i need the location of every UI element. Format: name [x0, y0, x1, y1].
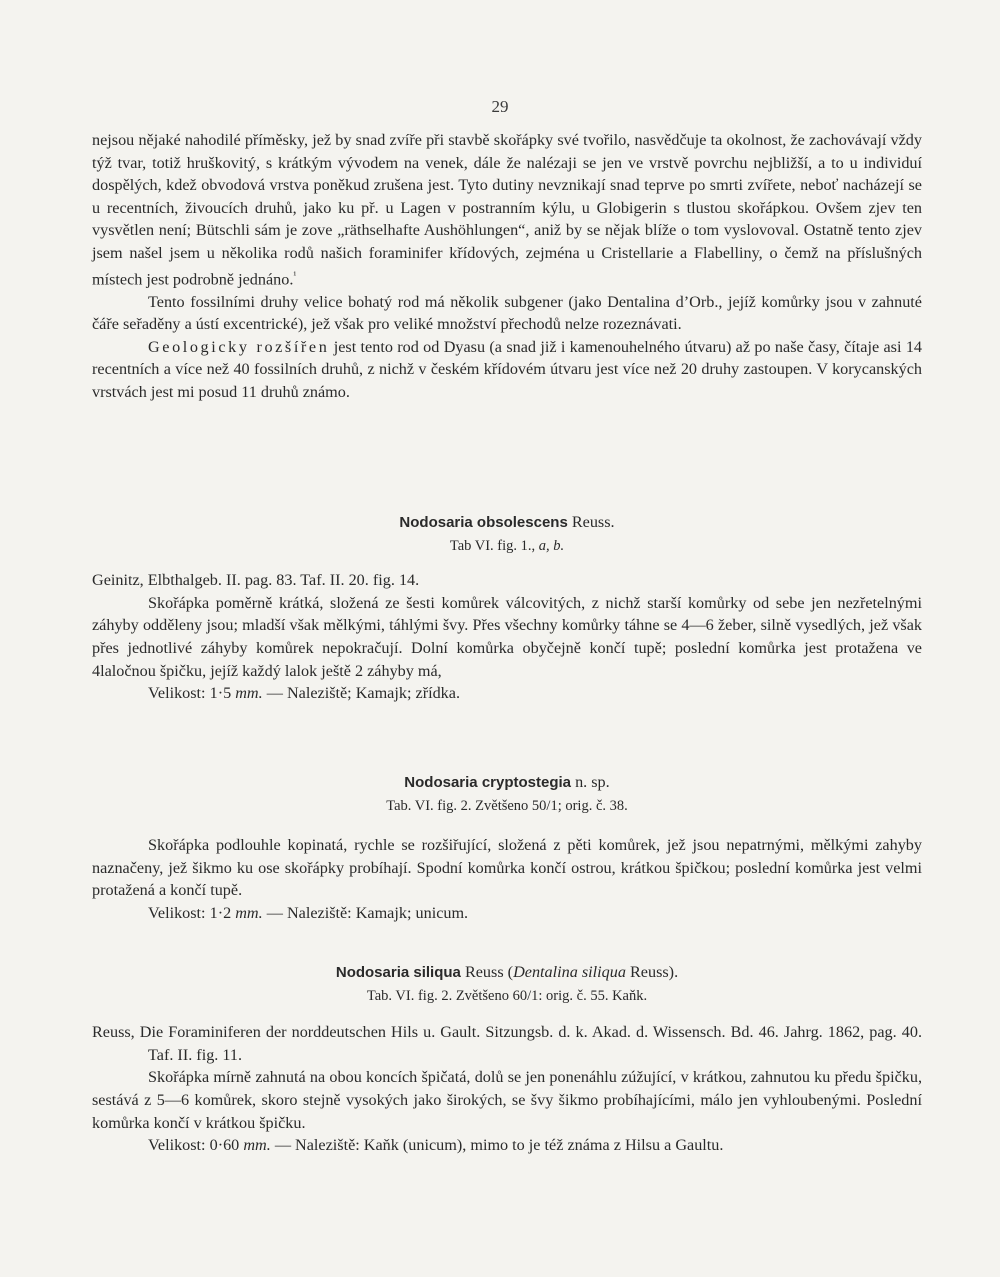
species-plate: Tab VI. fig. 1., a, b.	[449, 537, 565, 554]
species-obsolescens	[92, 511, 922, 705]
species-size: Velikost: 0·60 mm. — Naleziště: Kaňk (unicum), mimo to je též známa z Hilsu a Gaultu.	[148, 1136, 724, 1155]
species-description: Skořápka podlouhle kopinatá, rychle se rozšiřující, složená z pěti komůrek, jež jsou nepatrnými, mělkými zahyby naznačeny, jež šikmo ku ose skořápky probíhají. Spodní komůrka končí ostrou, krátkou špičkou; poslední komůrka jest velmi protažená a končí tupě.	[92, 836, 922, 900]
species-siliqua	[92, 961, 922, 1157]
page-number: 29	[491, 97, 509, 116]
species-heading: Nodosaria cryptostegia n. sp.	[404, 773, 610, 791]
species-description: Skořápka poměrně krátká, složená ze šesti komůrek válcovitých, z nichž starší komůrky od sebe jen nezřetelnými záhyby odděleny jsou; mladší však mělkými, táhlými švy. Přes všechny komůrky táhne se 4—6 žeber, silně vysedlých, jež však přes jednotlivé záhyby komůrek nepokračují. Dolní komůrka obyčejně končí tupě; poslední komůrka jest protažena ve 4laločnou špičku, jejíž každý lalok ještě 2 záhyby má,	[92, 593, 922, 680]
intro-block	[92, 129, 922, 404]
species-heading: Nodosaria obsolescens Reuss.	[399, 513, 615, 531]
species-reference: Geinitz, Elbthalgeb. II. pag. 83. Taf. II. 20. fig. 14.	[92, 571, 420, 590]
species-description: Skořápka mírně zahnutá na obou koncích špičatá, dolů se jen ponenáhlu zúžující, v krátkou, zahnutou ku předu špičku, sestává z 5—6 komůrek, skoro stejně vysokých jako širokých, se švy šikmo probíhajícími, málo jen vyhloubenými. Poslední komůrka končí v krátkou špičku.	[92, 1068, 922, 1132]
species-heading: Nodosaria siliqua Reuss (Dentalina siliqua Reuss).	[335, 963, 679, 981]
species-size: Velikost: 1·2 mm. — Naleziště: Kamajk; unicum.	[148, 903, 469, 922]
species-plate: Tab. VI. fig. 2. Zvětšeno 50/1; orig. č. 38.	[386, 797, 628, 814]
species-plate: Tab. VI. fig. 2. Zvětšeno 60/1: orig. č. 55. Kaňk.	[366, 987, 648, 1004]
footnote-mark: ¹	[293, 269, 297, 281]
intro-paragraph-1: nejsou nějaké nahodilé příměsky, jež by snad zvíře při stavbě skořápky své tvořilo, nasvědčuje ta okolnost, že zachovávají vždy týž tvar, totiž hruškovitý, s krátkým vývodem na venek, dále že nalézaji se jen ve vrstvě povrchu nejbližší, a to u individuí dospělých, kdež obvodová vrstva poněkud zrušena jest. Tyto dutiny nevznikají snad teprve po smrti zvířete, neboť nacházejí se u recentních, živoucích druhů, jako ku př. u Lagen v postranním kýlu, u Globigerin s tlustou skořápkou. Ovšem zjev ten vysvětlen není; Bütschli sám je zove „räthselhafte Aushöhlungen“, aniž by se nějak blíže o tom vyslovoval. Ostatně tento zjev jsem našel jsem u několika rodů našich foraminifer křídových, zejména u Cristellarie a Flabelliny, o čemž na příslušných místech jest podrobně jednáno.$^{^1}$	[92, 131, 922, 288]
intro-paragraph-2: Tento fossilními druhy velice bohatý rod má několik subgener (jako Dentalina d’Orb., jejíž komůrky jsou v zahnuté čáře seřaděny a ústí excentrické), jež však pro veliké množství přechodů nelze rozeznávati.	[92, 292, 922, 334]
species-size: Velikost: 1·5 mm. — Naleziště; Kamajk; zřídka.	[148, 684, 460, 703]
spaced-emphasis: Geologicky rozšířen	[148, 337, 330, 356]
species-cryptostegia	[92, 771, 922, 925]
intro-paragraph-3: Geologicky rozšířen jest tento rod od Dyasu (a snad již i kamenouhelného útvaru) až po naše časy, čítaje asi 14 recentních a více než 40 fossilních druhů, z nichž v českém křídovém útvaru jest více než 20 druhy zastoupen. V korycanských vrstvách jest mi posud 11 druhů známo.	[92, 337, 923, 401]
species-reference: Reuss, Die Foraminiferen der norddeutschen Hils u. Gault. Sitzungsb. d. k. Akad. d. Wissensch. Bd. 46. Jahrg. 1862, pag. 40. Taf. II. fig. 11.	[92, 1023, 922, 1064]
